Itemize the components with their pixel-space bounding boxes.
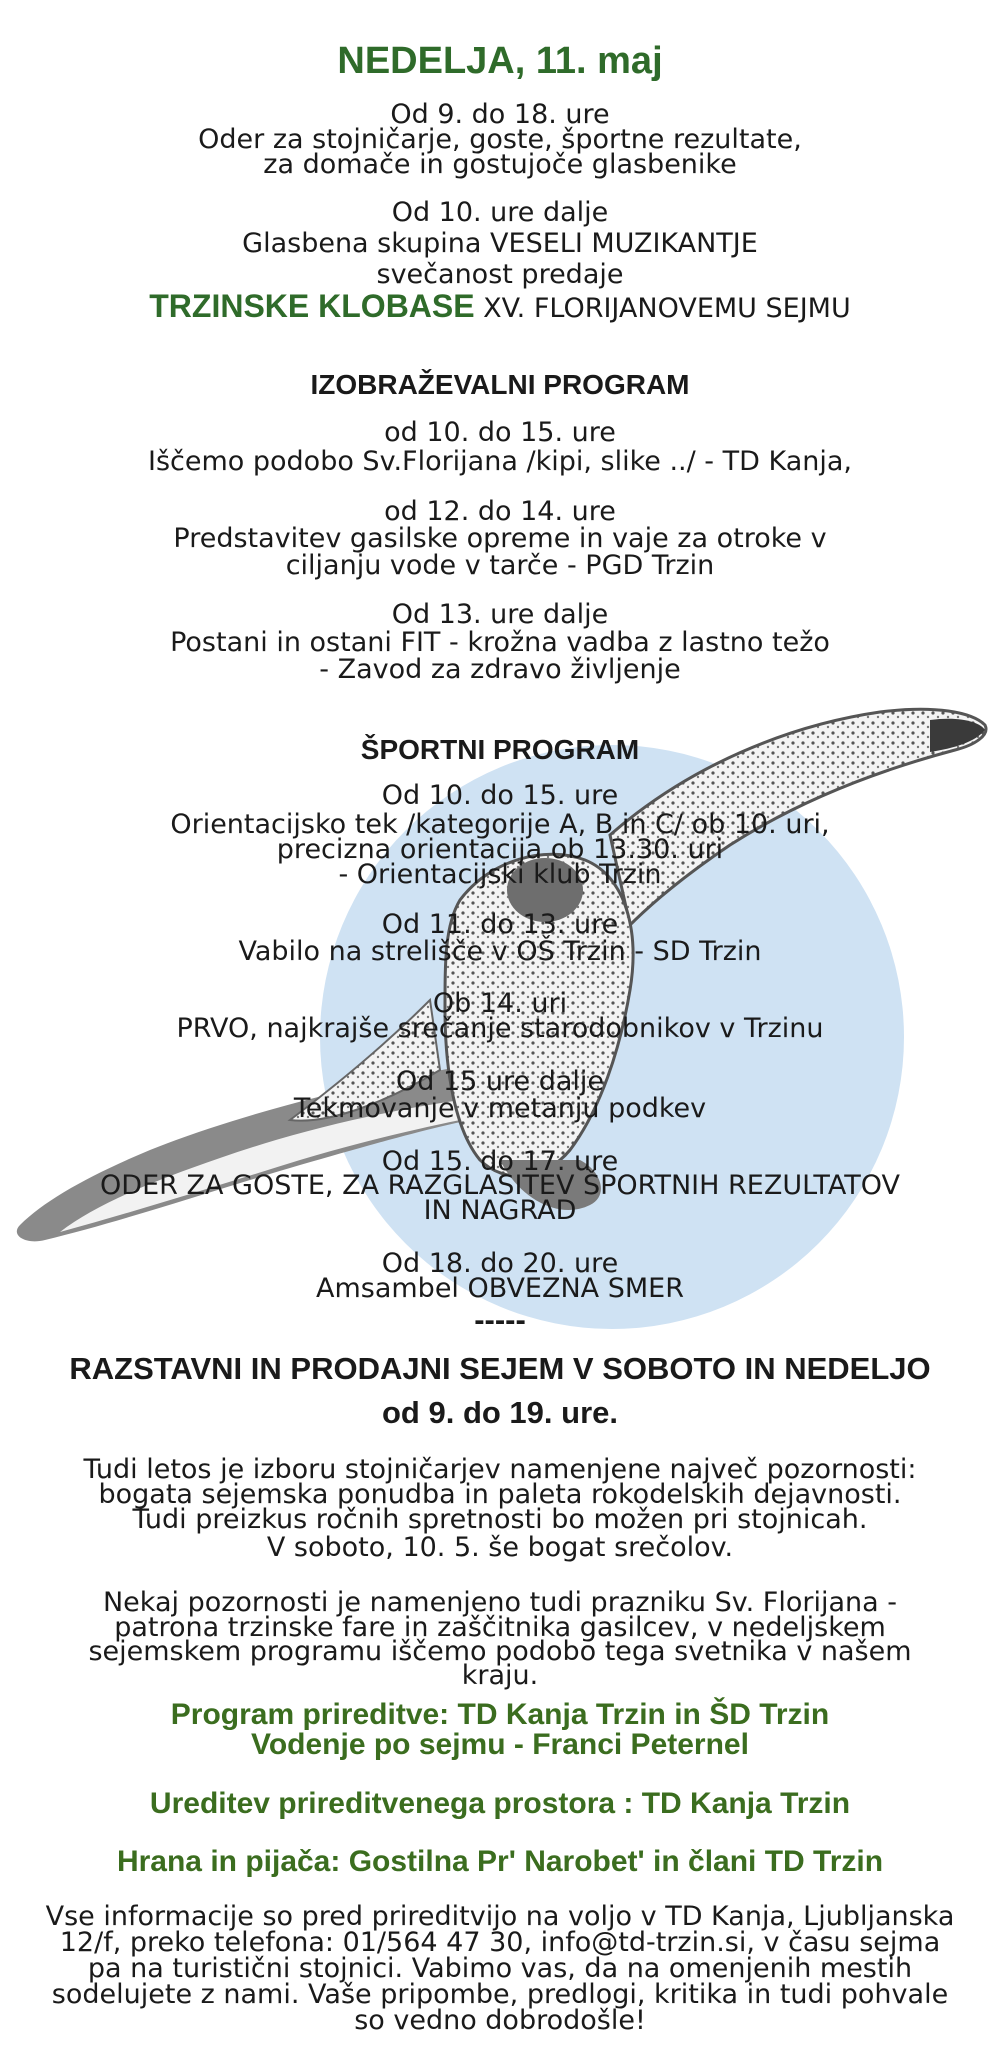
text-line: bogata sejemska ponudba in paleta rokodelskih dejavnosti. [98,1479,902,1510]
text-line: za domače in gostujoče glasbenike [263,149,737,180]
text-line: IN NAGRAD [423,1195,577,1226]
text-line: Nekaj pozornosti je namenjeno tudi prazniku Sv. Florijana - [102,1587,897,1618]
footer-line: Vse informacije so pred prireditvijo na voljo v TD Kanja, Ljubljanska [45,1901,955,1932]
sausage-brand: TRZINSKE KLOBASE [149,288,475,324]
credit-guide: Vodenje po sejmu - Franci Peternel [251,1728,749,1761]
time-label: Ob 14. uri [432,988,568,1019]
text-line: PRVO, najkrajše srečanje starodobnikov v Trzinu [176,1013,824,1044]
text-line: ciljanju vode v tarče - PGD Trzin [285,550,715,581]
text-line: Predstavitev gasilske opreme in vaje za otroke v [173,523,827,554]
footer-line: sodelujete z nami. Vaše pripombe, predlogi, kritika in tudi pohvale [51,1979,949,2010]
text-line: Tudi letos je izboru stojničarjev namenjene največ pozornosti: [83,1454,917,1485]
text-line: precizna orientacija ob 13.30. uri [276,834,724,865]
credit-food: Hrana in pijača: Gostilna Pr' Narobet' in člani TD Trzin [116,1845,884,1878]
sausage-line [0,290,1000,322]
text-line: Iščemo podobo Sv.Florijana /kipi, slike ../ - TD Kanja, [147,446,853,477]
time-label: od 12. do 14. ure [384,496,616,527]
footer-line: pa na turistični stojnici. Vabimo vas, da na omenjenih mestih [87,1953,913,1984]
text-line: Tudi preizkus ročnih spretnosti bo možen pri stojnicah. [132,1504,868,1535]
time-label: Od 10. ure dalje [391,197,609,228]
text-line: Glasbena skupina VESELI MUZIKANTJE [242,228,758,259]
text-line: - Zavod za zdravo življenje [319,654,681,685]
text-line: Tekmovanje v metanju podkev [293,1093,707,1124]
time-label: Od 11. do 13. ure [381,909,619,940]
credit-program: Program prireditve: TD Kanja Trzin in ŠD Trzin [170,1698,830,1731]
footer-line: 12/f, preko telefona: 01/564 47 30, info@td-trzin.si, v času sejma [59,1927,941,1958]
sport-heading: ŠPORTNI PROGRAM [360,734,640,765]
time-label: Od 15 ure dalje [395,1066,605,1097]
text-line: svečanost predaje [376,259,624,290]
text-line: sejemskem programu iščemo podobo tega svetnika v našem [88,1636,912,1667]
separator: ----- [474,1302,526,1337]
text-line: ODER ZA GOSTE, ZA RAZGLASITEV ŠPORTNIH REZULTATOV [100,1170,900,1201]
text-line: kraju. [461,1660,539,1691]
day-title: NEDELJA, 11. maj [337,40,663,82]
fair-heading: RAZSTAVNI IN PRODAJNI SEJEM V SOBOTO IN NEDELJO [69,1351,931,1386]
text-line: Amsambel OBVEZNA SMER [316,1273,684,1304]
text-line: Oder za stojničarje, goste, športne rezultate, [198,124,802,155]
text-line: Vabilo na strelišče v OŠ Trzin - SD Trzin [238,936,762,967]
time-label: Od 18. do 20. ure [381,1248,619,1279]
time-label: Od 10. do 15. ure [381,780,619,811]
sausage-rest: XV. FLORIJANOVEMU SEJMU [474,293,851,324]
time-label: Od 13. ure dalje [391,599,609,630]
time-label: Od 9. do 18. ure [390,99,610,130]
time-label: Od 15. do 17. ure [381,1146,619,1177]
education-heading: IZOBRAŽEVALNI PROGRAM [310,369,690,400]
text-line: Orientacijsko tek /kategorije A, B in C/ ob 10. uri, [170,809,830,840]
text-line: - Orientacijski klub Trzin [338,859,662,890]
text-line: Postani in ostani FIT - krožna vadba z lastno težo [170,627,830,658]
fair-hours: od 9. do 19. ure. [382,1395,618,1430]
text-line: V soboto, 10. 5. še bogat srečolov. [266,1532,734,1563]
credit-venue: Ureditev prireditvenega prostora : TD Kanja Trzin [149,1787,851,1820]
footer-line: so vedno dobrodošle! [354,2005,646,2036]
time-label: od 10. do 15. ure [384,417,616,448]
text-line: patrona trzinske fare in zaščitnika gasilcev, v nedeljskem [114,1612,886,1643]
